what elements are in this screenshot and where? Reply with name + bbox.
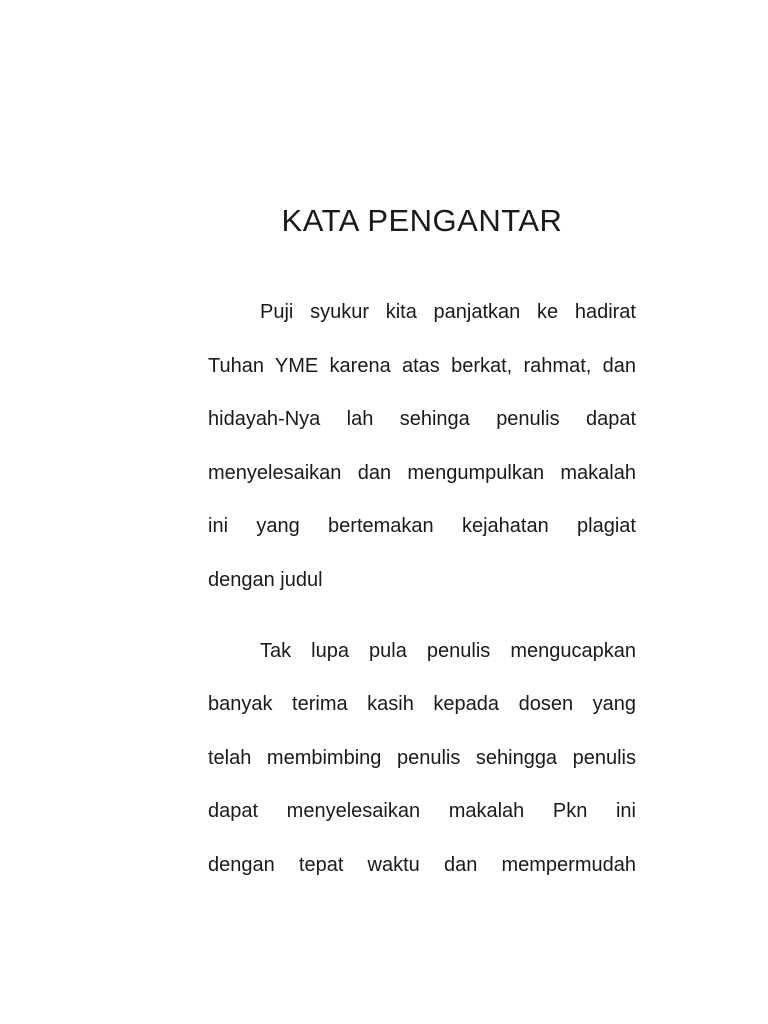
paragraph-2-line-4: dapat menyelesaikan makalah Pkn ini — [208, 800, 636, 822]
paragraph-1-line-4: menyelesaikan dan mengumpulkan makalah — [208, 462, 636, 484]
paragraph-2-line-1: Tak lupa pula penulis mengucapkan — [260, 640, 636, 662]
paragraph-2-line-3: telah membimbing penulis sehingga penulis — [208, 747, 636, 769]
paragraph-1-line-3: hidayah-Nya lah sehinga penulis dapat — [208, 408, 636, 430]
page-title: KATA PENGANTAR — [281, 203, 563, 238]
paragraph-1-line-2: Tuhan YME karena atas berkat, rahmat, dan — [208, 355, 636, 377]
paragraph-2-line-2: banyak terima kasih kepada dosen yang — [208, 693, 636, 715]
paragraph-2-line-5: dengan tepat waktu dan mempermudah — [208, 854, 636, 876]
paragraph-1-line-1: Puji syukur kita panjatkan ke hadirat — [260, 301, 636, 323]
paragraph-1-line-6: dengan judul — [208, 569, 323, 591]
paragraph-1-line-5: ini yang bertemakan kejahatan plagiat — [208, 515, 636, 537]
